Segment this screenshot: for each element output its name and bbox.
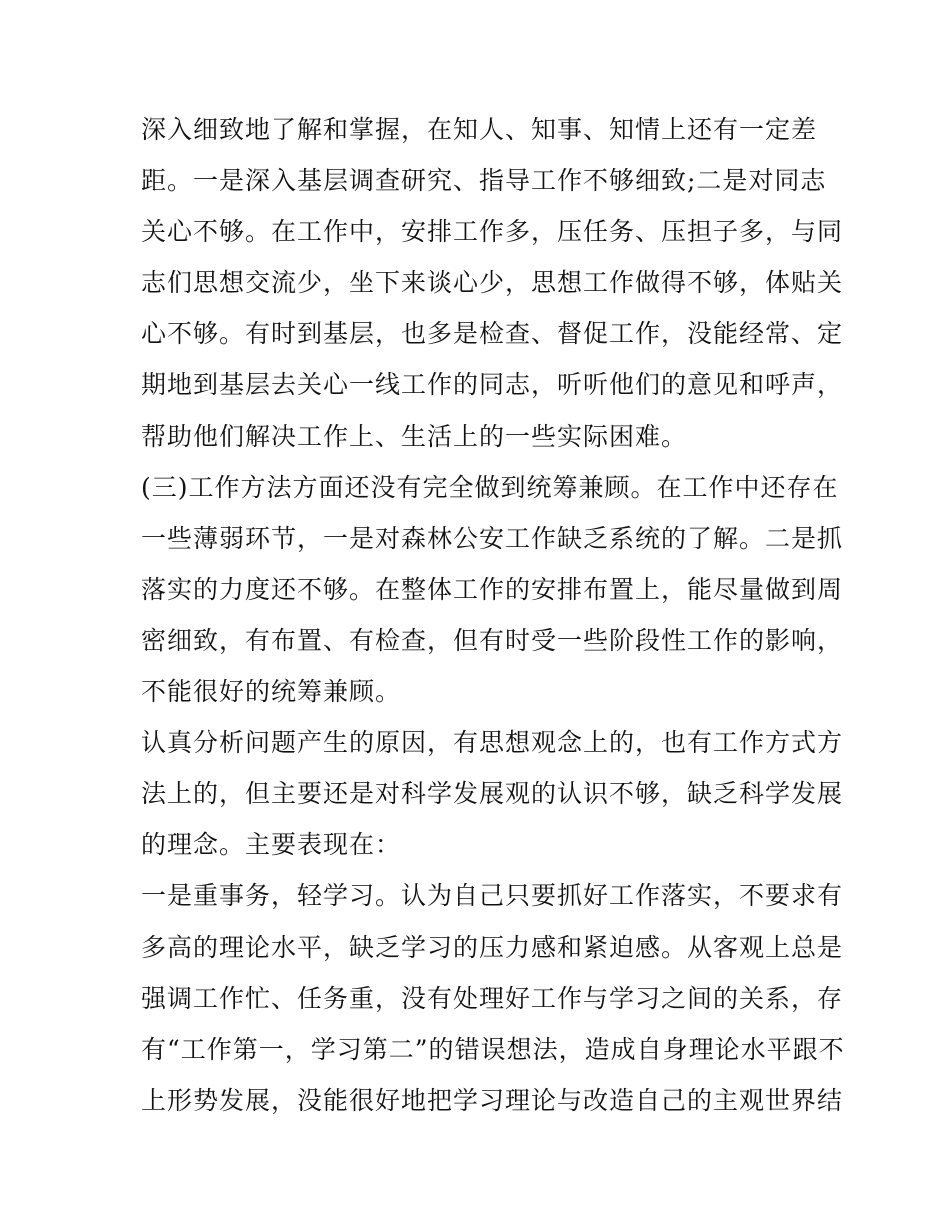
- text-line: 关心不够。在工作中，安排工作多，压任务、压担子多，与同: [141, 217, 844, 247]
- text-line: 落实的力度还不够。在整体工作的安排布置上，能尽量做到周: [141, 574, 844, 604]
- text-line: 法上的，但主要还是对科学发展观的认识不够，缺乏科学发展: [141, 779, 844, 809]
- text-line: (三)工作方法方面还没有完全做到统筹兼顾。在工作中还存在: [141, 472, 839, 502]
- body-text: [141, 104, 845, 1126]
- text-line: 有“工作第一，学习第二”的错误想法，造成自身理论水平跟不: [141, 1034, 845, 1064]
- text-line: 一些薄弱环节，一是对森林公安工作缺乏系统的了解。二是抓: [141, 523, 844, 553]
- text-line: 一是重事务，轻学习。认为自己只要抓好工作落实，不要求有: [141, 881, 844, 911]
- text-line: 上形势发展，没能很好地把学习理论与改造自己的主观世界结: [141, 1085, 844, 1115]
- text-line: 期地到基层去关心一线工作的同志，听听他们的意见和呼声，: [141, 370, 844, 400]
- text-line: 志们思想交流少，坐下来谈心少，思想工作做得不够，体贴关: [141, 268, 844, 298]
- text-line: 心不够。有时到基层，也多是检查、督促工作，没能经常、定: [141, 319, 844, 349]
- text-line: 帮助他们解决工作上、生活上的一些实际困难。: [141, 421, 688, 451]
- text-line: 强调工作忙、任务重，没有处理好工作与学习之间的关系，存: [141, 983, 844, 1013]
- text-line: 的理念。主要表现在：: [141, 830, 402, 860]
- text-line: 不能很好的统筹兼顾。: [141, 677, 402, 707]
- text-line: 多高的理论水平，缺乏学习的压力感和紧迫感。从客观上总是: [141, 932, 844, 962]
- text-line: 距。一是深入基层调查研究、指导工作不够细致;二是对同志: [141, 166, 827, 196]
- text-line: 认真分析问题产生的原因，有思想观念上的，也有工作方式方: [141, 728, 844, 758]
- text-line: 深入细致地了解和掌握，在知人、知事、知情上还有一定差: [141, 115, 818, 144]
- text-line: 密细致，有布置、有检查，但有时受一些阶段性工作的影响，: [141, 625, 844, 655]
